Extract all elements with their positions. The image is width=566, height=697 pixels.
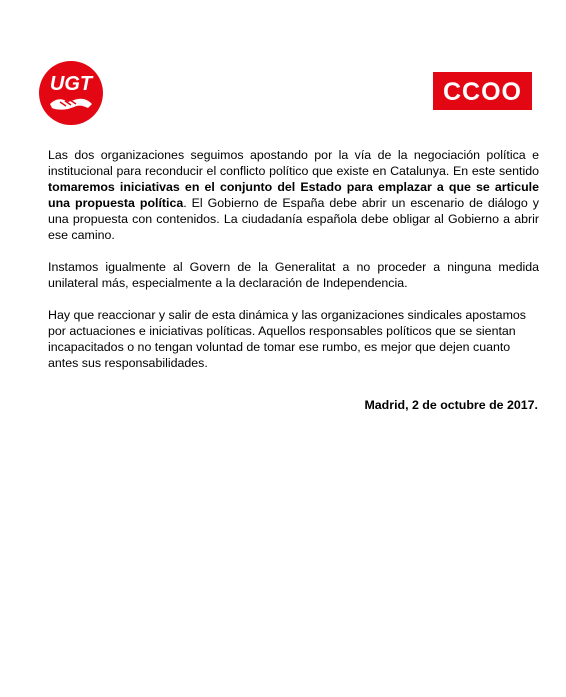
ugt-logo xyxy=(38,60,104,126)
ccoo-logo-icon xyxy=(433,72,532,110)
ccoo-logo-text: CCOO xyxy=(443,78,522,106)
paragraph-3: Hay que reaccionar y salir de esta dinámica y las organizaciones sindicales apostamos por actuaciones e iniciativas políticas. Aquellos responsables políticos que se sientan incapacitados o no tengan voluntad de tomar ese rumbo, es mejor que dejen cuanto antes sus responsabilidades. xyxy=(48,308,526,370)
statement-body xyxy=(48,147,539,387)
paragraph-1-part-a: Las dos organizaciones seguimos apostando por la vía de la negociación política e institucional para reconducir el conflicto político que existe en Catalunya. En este sentido xyxy=(48,148,539,178)
paragraph-1-part-c: . El Gobierno de España debe abrir un escenario de diálogo y una propuesta con contenidos. La ciudadanía española debe obligar al Gobierno a abrir ese camino. xyxy=(48,196,539,242)
paragraph-1-bold: tomaremos iniciativas en el conjunto del Estado para emplazar a que se articule una propuesta política xyxy=(48,180,539,210)
ugt-handshake-logo-icon xyxy=(38,60,104,126)
paragraph-2: Instamos igualmente al Govern de la Generalitat a no proceder a ninguna medida unilateral más, especialmente a la declaración de Independencia. xyxy=(48,260,539,290)
ccoo-logo xyxy=(433,72,532,110)
paragraph-1 xyxy=(48,147,539,243)
place-date-signoff: Madrid, 2 de octubre de 2017. xyxy=(364,398,538,412)
ugt-logo-text: UGT xyxy=(49,73,93,95)
